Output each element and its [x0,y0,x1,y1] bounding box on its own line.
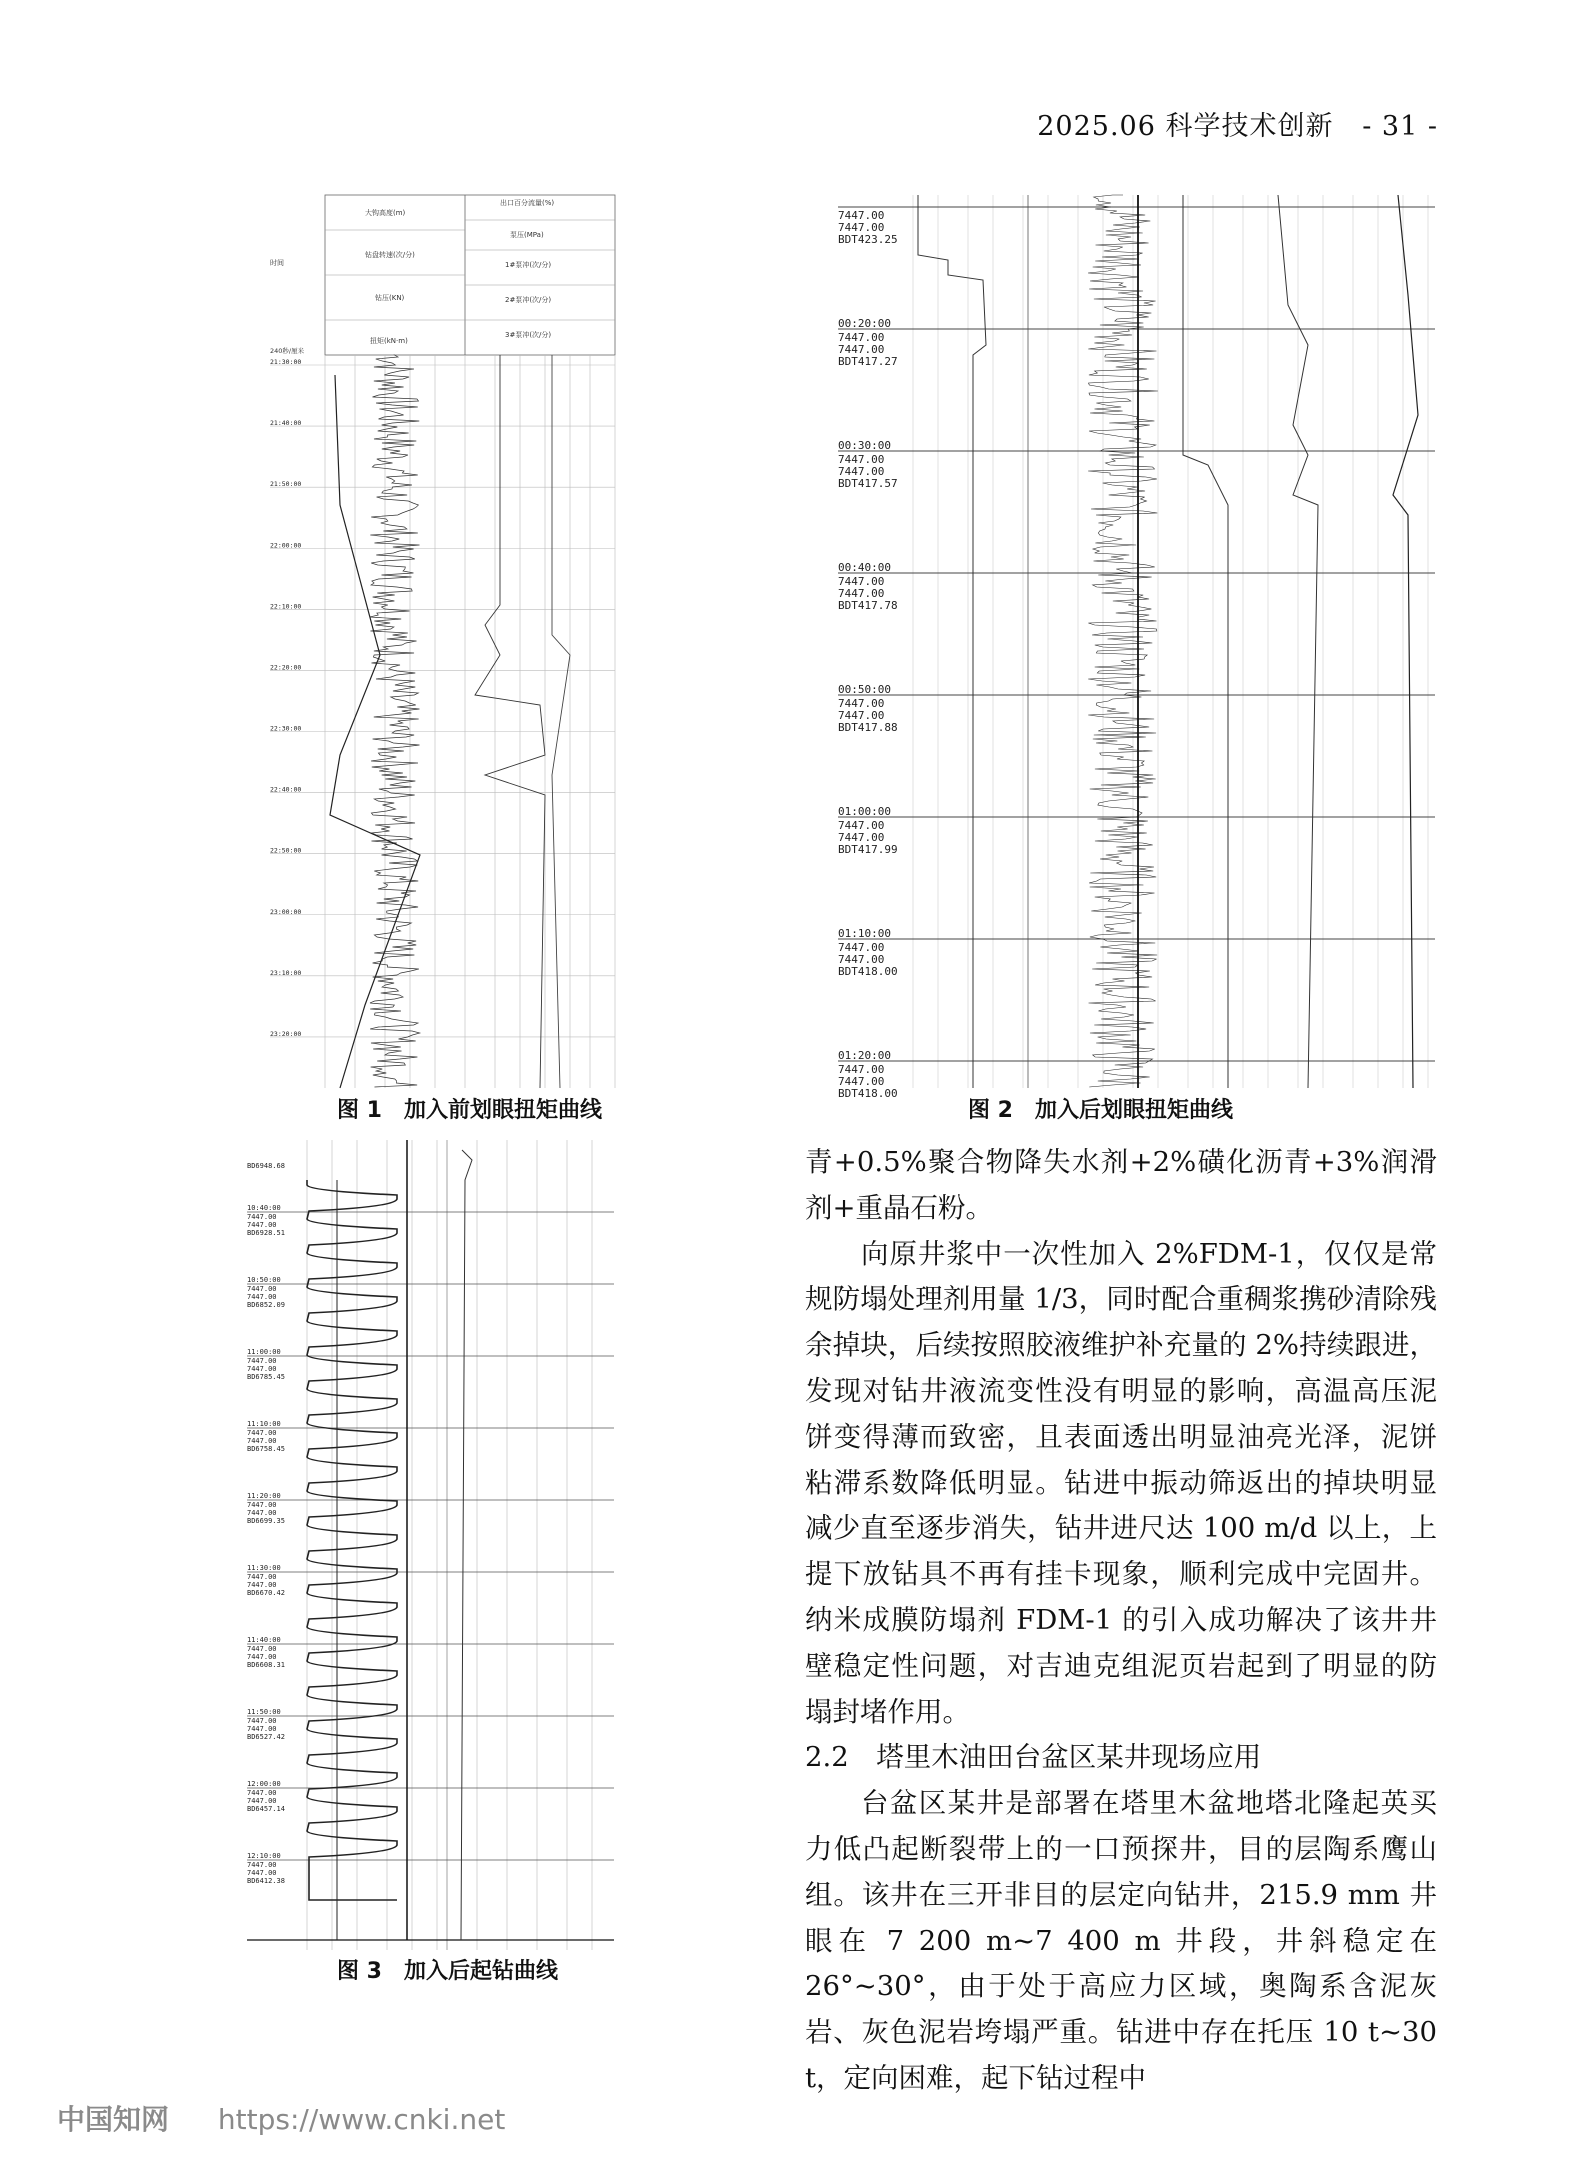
footer [57,2098,505,2138]
pressure-curve [552,355,570,1088]
time-mark: 21:30:00 [270,358,302,366]
well-depth-mark: 7447.00 [838,465,885,478]
well-depth-mark: 7447.00 [247,1861,277,1869]
well-depth-mark: 7447.00 [247,1429,277,1437]
fig2-time-labels [838,209,898,1100]
well-depth-mark: 7447.00 [838,709,885,722]
running-header [1037,104,1438,143]
fig1-track-title: 扭矩(kN·m) [370,337,408,345]
well-depth-mark: 7447.00 [247,1717,277,1725]
bit-depth-mark: BD6699.35 [247,1517,285,1525]
time-mark: 00:20:00 [838,317,891,330]
time-mark: 12:10:00 [247,1852,281,1860]
well-depth-mark: 7447.00 [247,1437,277,1445]
journal-name: 2025.06 科学技术创新 [1037,111,1334,142]
body-text [805,1140,1437,2102]
time-mark: 01:20:00 [838,1049,891,1062]
time-mark: 00:40:00 [838,561,891,574]
bit-depth-mark: BDT418.00 [838,965,898,978]
time-mark: 22:20:00 [270,663,302,672]
page-number: - 31 - [1362,111,1438,142]
well-depth-mark: 7447.00 [247,1293,277,1301]
fig3-grid [247,1140,614,1950]
bit-depth-mark: BDT417.27 [838,355,898,368]
fig1-track-title-right: 1#泵冲(次/分) [505,261,552,269]
time-mark: 11:30:00 [247,1564,281,1572]
fig3-time-labels [247,1162,285,1885]
well-depth-mark: 7447.00 [838,575,885,588]
fig1-curves [330,355,570,1088]
time-mark: 10:50:00 [247,1276,281,1284]
cnki-logo-text: 中国知网 [57,2103,170,2136]
figure-3-caption: 图 3 加入后起钻曲线 [337,1959,558,1984]
well-depth-mark: 7447.00 [247,1653,277,1661]
pump-curve [475,355,545,1088]
time-mark: 21:50:00 [270,480,302,489]
bit-depth-mark: BD6412.38 [247,1877,285,1885]
figure-2 [838,195,1435,1100]
fig1-track-title: 大钩高度(m) [365,209,406,217]
well-depth-mark: 7447.00 [247,1221,277,1229]
time-mark: 23:00:00 [270,907,302,916]
figure-3-plot [247,1140,614,1950]
time-mark: 23:20:00 [270,1029,302,1038]
well-depth-mark: 7447.00 [838,343,885,356]
fig1-track-title-right: 3#泵冲(次/分) [505,331,552,339]
well-depth-mark: 7447.00 [838,697,885,710]
bit-depth-mark: BDT423.25 [838,233,898,246]
paragraph: 向原井浆中一次性加入 2%FDM-1，仅仅是常规防塌处理剂用量 1/3，同时配合重稠浆携砂清除残余掉块，后续按照胶液维护补充量的 2%持续跟进，发现对钻井液流变性没有明显的影响，高温高压泥饼变得薄而致密，且表面透出明显油亮光泽，泥饼粘滞系数降低明显。钻进中振动筛返出的掉块明显减少直至逐步消失，钻井进尺达 100 m/d 以上，上提下放钻具不再有挂卡现象，顺利完成中完固井。纳米成膜防塌剂 FDM-1 的引入成功解决了该井井壁稳定性问题，对吉迪克组泥页岩起到了明显的防塌封堵作用。 [805,1237,1437,1728]
time-mark: 12:00:00 [247,1780,281,1788]
well-depth-mark: 7447.00 [247,1581,277,1589]
well-depth-mark: 7447.00 [247,1869,277,1877]
bit-depth-mark: BDT417.78 [838,599,898,612]
time-mark: 10:40:00 [247,1204,281,1212]
well-depth-mark: 7447.00 [247,1645,277,1653]
bit-depth-mark: BD6457.14 [247,1805,285,1813]
bit-depth-mark: BDT417.99 [838,843,898,856]
time-mark: 22:10:00 [270,602,302,611]
fig1-track-title-right: 出口百分流量(%) [500,199,555,207]
figure-1 [270,195,615,1088]
paragraph: 青+0.5%聚合物降失水剂+2%磺化沥青+3%润滑剂+重晶石粉。 [805,1146,1437,1224]
well-depth-mark: 7447.00 [247,1725,277,1733]
well-depth-mark: 7447.00 [838,453,885,466]
bit-depth-mark: BD6608.31 [247,1661,285,1669]
bit-depth-mark: BD6948.68 [247,1162,285,1170]
well-depth-mark: 7447.00 [247,1797,277,1805]
section-heading: 2.2 塔里木油田台盆区某井现场应用 [805,1741,1262,1774]
time-mark: 22:00:00 [270,541,302,550]
time-mark: 22:50:00 [270,846,302,855]
bit-depth-mark: BD6527.42 [247,1733,285,1741]
time-mark: 23:10:00 [270,968,302,977]
fig1-track-title-right: 2#泵冲(次/分) [505,296,552,304]
torque-curve [370,355,420,1087]
well-depth-mark: 7447.00 [247,1285,277,1293]
fig1-scale-label: 240秒/厘米 [270,347,305,355]
bit-depth-mark: BDT418.00 [838,1087,898,1100]
time-mark: 22:30:00 [270,724,302,733]
well-depth-mark: 7447.00 [838,819,885,832]
time-mark: 00:30:00 [838,439,891,452]
footer-url: https://www.cnki.net [217,2103,506,2136]
fig1-grid [270,355,615,1088]
well-depth-mark: 7447.00 [247,1213,277,1221]
well-depth-mark: 7447.00 [838,1075,885,1088]
bit-depth-mark: BD6785.45 [247,1373,285,1381]
fig1-header [270,195,615,355]
well-depth-mark: 7447.00 [838,941,885,954]
well-depth-mark: 7447.00 [838,587,885,600]
well-depth-mark: 7447.00 [838,1063,885,1076]
hook-load-curve [307,1180,397,1900]
well-depth-mark: 7447.00 [247,1357,277,1365]
time-mark: 11:40:00 [247,1636,281,1644]
paragraph: 台盆区某井是部署在塔里木盆地塔北隆起英买力低凸起断裂带上的一口预探井，目的层陶系鹰山组。该井在三开非目的层定向钻井，215.9 mm 井眼在 7 200 m~7 400 m 井段，井斜稳定在 26°~30°，由于处于高应力区域，奥陶系含泥灰岩、灰色泥岩垮塌严重。钻进中存在托压 10 t~30 t，定向困难，起下钻过程中 [805,1787,1437,2094]
well-depth-mark: 7447.00 [247,1789,277,1797]
figure-2-plot [838,195,1435,1100]
well-depth-mark: 7447.00 [838,221,885,234]
well-depth-mark: 7447.00 [838,831,885,844]
time-mark: 11:00:00 [247,1348,281,1356]
time-mark: 00:50:00 [838,683,891,696]
bit-depth-mark: BD6852.09 [247,1301,285,1309]
well-depth-mark: 7447.00 [247,1509,277,1517]
well-depth-mark: 7447.00 [838,331,885,344]
well-depth-mark: 7447.00 [247,1501,277,1509]
time-mark: 11:10:00 [247,1420,281,1428]
fig1-track-title: 钻盘转速(次/分) [365,251,415,259]
bit-depth-mark: BDT417.57 [838,477,898,490]
figure-1-caption: 图 1 加入前划眼扭矩曲线 [337,1098,602,1123]
time-mark: 01:00:00 [838,805,891,818]
figure-3 [247,1140,614,1950]
figure-1-plot [270,195,615,1088]
fig1-time-label: 时间 [270,259,284,267]
time-mark: 11:50:00 [247,1708,281,1716]
bit-depth-mark: BDT417.88 [838,721,898,734]
pressure-curve [461,1150,472,1940]
fig1-track-title-right: 泵压(MPa) [510,231,544,239]
time-mark: 21:40:00 [270,419,302,428]
well-depth-mark: 7447.00 [838,953,885,966]
time-mark: 01:10:00 [838,927,891,940]
fig1-track-title: 钻压(KN) [375,294,405,302]
well-depth-mark: 7447.00 [838,209,885,222]
bit-depth-mark: BD6670.42 [247,1589,285,1597]
figure-2-caption: 图 2 加入后划眼扭矩曲线 [968,1098,1233,1123]
bit-depth-mark: BD6758.45 [247,1445,285,1453]
time-mark: 11:20:00 [247,1492,281,1500]
well-depth-mark: 7447.00 [247,1573,277,1581]
well-depth-mark: 7447.00 [247,1365,277,1373]
bit-depth-mark: BD6928.51 [247,1229,285,1237]
fig1-time-labels [270,358,301,1038]
time-mark: 22:40:00 [270,785,302,794]
